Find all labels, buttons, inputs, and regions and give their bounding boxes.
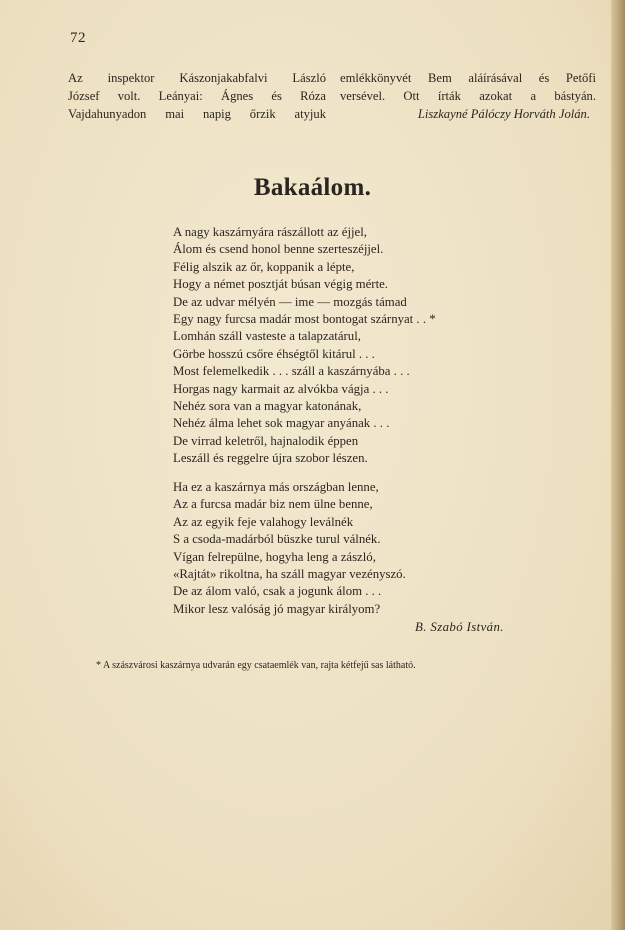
poem-line: Horgas nagy karmait az alvókba vágja . . . [173,381,389,396]
poem-line: Félig alszik az őr, koppanik a lépte, [173,259,355,274]
text-line: Az inspektor Kászonjakabfalvi László [68,71,326,85]
poem-line: De az álom való, csak a jogunk álom . . . [173,584,382,599]
poem-line: Görbe hosszú csőre éhségtől kitárul . . . [173,346,375,361]
poem-line: Leszáll és reggelre újra szobor lészen. [173,451,368,466]
article-signature: Liszkayné Pálóczy Horváth Jolán. [417,107,590,121]
poem-line: Nehéz álma lehet sok magyar anyának . . . [173,416,390,431]
text-line: Vajdahunyadon mai napig őrzik atyjuk [68,107,326,121]
poem-line: Lomhán száll vasteste a talapzatárul, [173,329,361,344]
poem-line: Vígan felrepülne, hogyha leng a zászló, [173,549,376,564]
poem-line: S a csoda-madárból büszke turul válnék. [173,532,381,547]
poem-line: De virrad keletről, hajnalodik éppen [173,433,359,448]
text-line: József volt. Leányai: Ágnes és Róza [68,89,326,103]
poem-line: Mikor lesz valóság jó magyar királyom? [173,601,381,616]
poem-author: B. Szabó István. [415,620,504,634]
poem-line: «Rajtát» rikoltna, ha száll magyar vezényszó. [173,567,406,582]
poem-line: Hogy a német posztját búsan végig mérte. [173,277,388,292]
page-number: 72 [70,30,86,46]
poem-line: Most felemelkedik . . . száll a kaszárnyába . . . [173,364,410,379]
text-line: emlékkönyvét Bem aláírásával és Petőfi [340,71,596,85]
page-edge [611,0,625,930]
poem-line: Álom és csend honol benne szerteszéjjel. [173,242,384,257]
poem-line: A nagy kaszárnyára rászállott az éjjel, [173,225,367,239]
poem-line: Az az egyik feje valahogy leválnék [173,514,354,529]
poem-line: Ha ez a kaszárnya más országban lenne, [173,480,379,494]
top-text-right-column [340,69,596,123]
top-text-left-column [68,69,326,123]
poem-stanza-2 [173,479,473,618]
poem-line: De az udvar mélyén — ime — mozgás támad [173,294,407,309]
poem-title: Bakaálom. [253,174,372,201]
poem-line: Az a furcsa madár biz nem ülne benne, [173,497,373,512]
poem-line: Nehéz sora van a magyar katonának, [173,399,362,414]
poem-line: Egy nagy furcsa madár most bontogat szárnyat . . * [173,312,436,327]
text-line: versével. Ott írták azokat a bástyán. [340,89,596,103]
footnote: * A szászvárosi kaszárnya udvarán egy csataemlék van, rajta kétfejű sas látható. [96,660,416,671]
poem-stanza-1 [173,224,473,468]
